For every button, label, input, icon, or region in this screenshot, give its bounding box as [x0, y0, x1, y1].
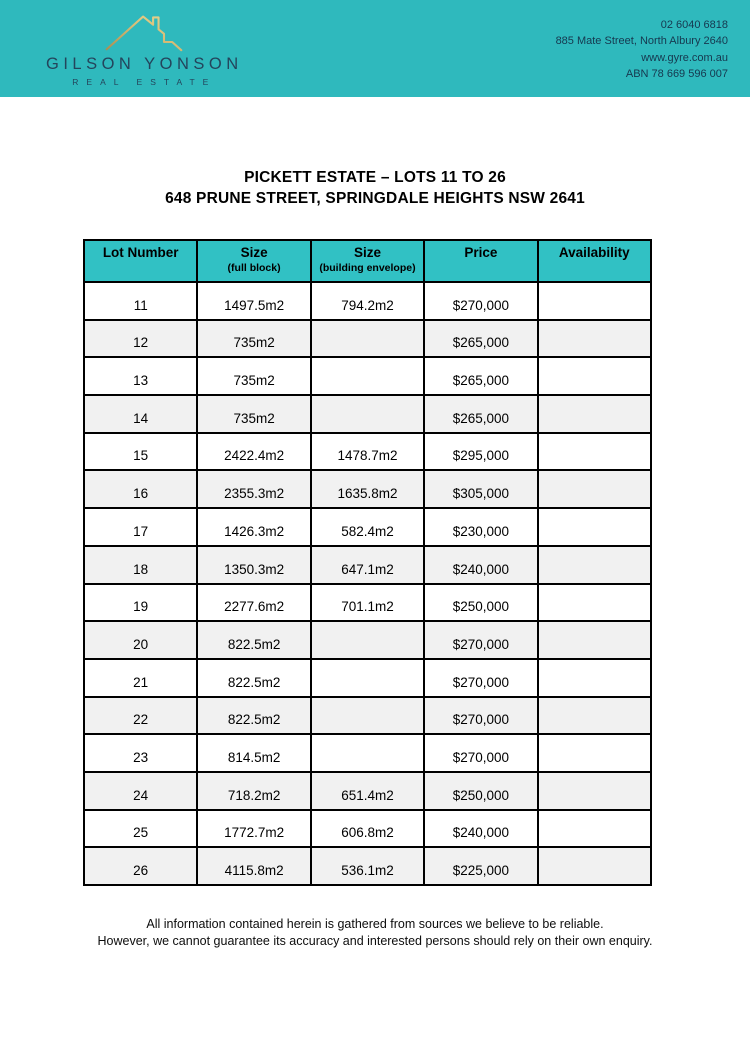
col-header-price — [424, 240, 537, 282]
price-cell: $270,000 — [424, 282, 537, 320]
size-full-cell: 735m2 — [197, 320, 310, 358]
size-full-cell: 2422.4m2 — [197, 433, 310, 471]
size-full-cell: 735m2 — [197, 395, 310, 433]
letterhead-banner — [0, 0, 750, 97]
lot-number-cell: 26 — [84, 847, 197, 885]
price-cell: $265,000 — [424, 320, 537, 358]
availability-cell — [538, 734, 651, 772]
company-name: GILSON YONSON — [46, 55, 243, 73]
disclaimer-line-2: However, we cannot guarantee its accuracy and interested persons should rely on their own enquiry. — [97, 933, 653, 948]
price-cell: $265,000 — [424, 357, 537, 395]
title-line-2: 648 PRUNE STREET, SPRINGDALE HEIGHTS NSW 2641 — [165, 190, 585, 207]
col-header-label: Availability — [558, 245, 630, 260]
price-cell: $250,000 — [424, 584, 537, 622]
price-cell: $270,000 — [424, 697, 537, 735]
table-row — [84, 357, 651, 395]
table-row — [84, 546, 651, 584]
lot-number-cell: 25 — [84, 810, 197, 848]
size-envelope-cell: 1635.8m2 — [311, 470, 424, 508]
disclaimer-line-1: All information contained herein is gathered from sources we believe to be reliable. — [146, 917, 604, 931]
price-cell: $265,000 — [424, 395, 537, 433]
price-cell: $270,000 — [424, 659, 537, 697]
availability-cell — [538, 584, 651, 622]
size-full-cell: 1350.3m2 — [197, 546, 310, 584]
col-header-lot-number — [84, 240, 197, 282]
price-cell: $225,000 — [424, 847, 537, 885]
price-cell: $270,000 — [424, 621, 537, 659]
col-header-size-envelope — [311, 240, 424, 282]
lot-number-cell: 21 — [84, 659, 197, 697]
table-row — [84, 433, 651, 471]
table-row — [84, 621, 651, 659]
size-envelope-cell: 651.4m2 — [311, 772, 424, 810]
table-row — [84, 810, 651, 848]
lot-number-cell: 24 — [84, 772, 197, 810]
lot-number-cell: 22 — [84, 697, 197, 735]
size-envelope-cell: 794.2m2 — [311, 282, 424, 320]
size-envelope-cell: 606.8m2 — [311, 810, 424, 848]
size-envelope-cell — [311, 357, 424, 395]
size-envelope-cell — [311, 697, 424, 735]
availability-cell — [538, 433, 651, 471]
size-envelope-cell — [311, 395, 424, 433]
size-full-cell: 4115.8m2 — [197, 847, 310, 885]
lot-number-cell: 17 — [84, 508, 197, 546]
col-header-label: Size — [353, 245, 381, 260]
table-header — [84, 240, 651, 282]
availability-cell — [538, 395, 651, 433]
lot-number-cell: 15 — [84, 433, 197, 471]
table-row — [84, 772, 651, 810]
col-header-label: Size — [240, 245, 268, 260]
table-row — [84, 470, 651, 508]
lots-table — [83, 239, 652, 886]
table-row — [84, 508, 651, 546]
availability-cell — [538, 621, 651, 659]
size-full-cell: 718.2m2 — [197, 772, 310, 810]
col-header-label: Price — [464, 245, 498, 260]
size-envelope-cell: 647.1m2 — [311, 546, 424, 584]
col-header-sublabel: (full block) — [227, 262, 281, 274]
price-cell: $240,000 — [424, 546, 537, 584]
availability-cell — [538, 847, 651, 885]
size-full-cell: 735m2 — [197, 357, 310, 395]
size-full-cell: 1497.5m2 — [197, 282, 310, 320]
roofline-logo-icon — [100, 12, 188, 52]
availability-cell — [538, 810, 651, 848]
table-row — [84, 320, 651, 358]
col-header-label: Lot Number — [102, 245, 179, 260]
table-row — [84, 282, 651, 320]
size-full-cell: 822.5m2 — [197, 621, 310, 659]
company-logo — [46, 12, 243, 87]
document-title — [0, 167, 750, 209]
contact-block — [556, 17, 728, 83]
street-address: 885 Mate Street, North Albury 2640 — [555, 35, 728, 47]
website-url: www.gyre.com.au — [641, 51, 728, 64]
table-row — [84, 847, 651, 885]
col-header-sublabel: (building envelope) — [319, 262, 416, 274]
lot-number-cell: 23 — [84, 734, 197, 772]
lot-number-cell: 12 — [84, 320, 197, 358]
availability-cell — [538, 697, 651, 735]
lot-number-cell: 16 — [84, 470, 197, 508]
size-envelope-cell: 536.1m2 — [311, 847, 424, 885]
table-row — [84, 659, 651, 697]
size-full-cell: 822.5m2 — [197, 697, 310, 735]
table-row — [84, 734, 651, 772]
table-body — [84, 282, 651, 885]
price-cell: $305,000 — [424, 470, 537, 508]
price-cell: $295,000 — [424, 433, 537, 471]
lot-number-cell: 20 — [84, 621, 197, 659]
size-full-cell: 2277.6m2 — [197, 584, 310, 622]
size-full-cell: 1426.3m2 — [197, 508, 310, 546]
availability-cell — [538, 546, 651, 584]
availability-cell — [538, 282, 651, 320]
lot-number-cell: 19 — [84, 584, 197, 622]
disclaimer-text — [0, 916, 750, 949]
size-full-cell: 2355.3m2 — [197, 470, 310, 508]
availability-cell — [538, 320, 651, 358]
size-envelope-cell: 701.1m2 — [311, 584, 424, 622]
abn-number: ABN 78 669 596 007 — [625, 68, 728, 80]
availability-cell — [538, 659, 651, 697]
col-header-availability — [538, 240, 651, 282]
size-envelope-cell: 1478.7m2 — [311, 433, 424, 471]
table-row — [84, 395, 651, 433]
col-header-size-full — [197, 240, 310, 282]
size-envelope-cell — [311, 621, 424, 659]
company-tagline: REAL ESTATE — [72, 77, 217, 87]
availability-cell — [538, 470, 651, 508]
table-row — [84, 584, 651, 622]
size-full-cell: 822.5m2 — [197, 659, 310, 697]
size-full-cell: 1772.7m2 — [197, 810, 310, 848]
availability-cell — [538, 772, 651, 810]
price-cell: $270,000 — [424, 734, 537, 772]
price-cell: $240,000 — [424, 810, 537, 848]
price-cell: $250,000 — [424, 772, 537, 810]
size-envelope-cell: 582.4m2 — [311, 508, 424, 546]
table-row — [84, 697, 651, 735]
lot-number-cell: 11 — [84, 282, 197, 320]
title-line-1: PICKETT ESTATE – LOTS 11 TO 26 — [244, 169, 506, 186]
size-envelope-cell — [311, 659, 424, 697]
size-full-cell: 814.5m2 — [197, 734, 310, 772]
availability-cell — [538, 508, 651, 546]
lot-number-cell: 14 — [84, 395, 197, 433]
availability-cell — [538, 357, 651, 395]
size-envelope-cell — [311, 734, 424, 772]
lot-number-cell: 18 — [84, 546, 197, 584]
lot-number-cell: 13 — [84, 357, 197, 395]
size-envelope-cell — [311, 320, 424, 358]
phone-number: 02 6040 6818 — [660, 18, 728, 31]
price-cell: $230,000 — [424, 508, 537, 546]
